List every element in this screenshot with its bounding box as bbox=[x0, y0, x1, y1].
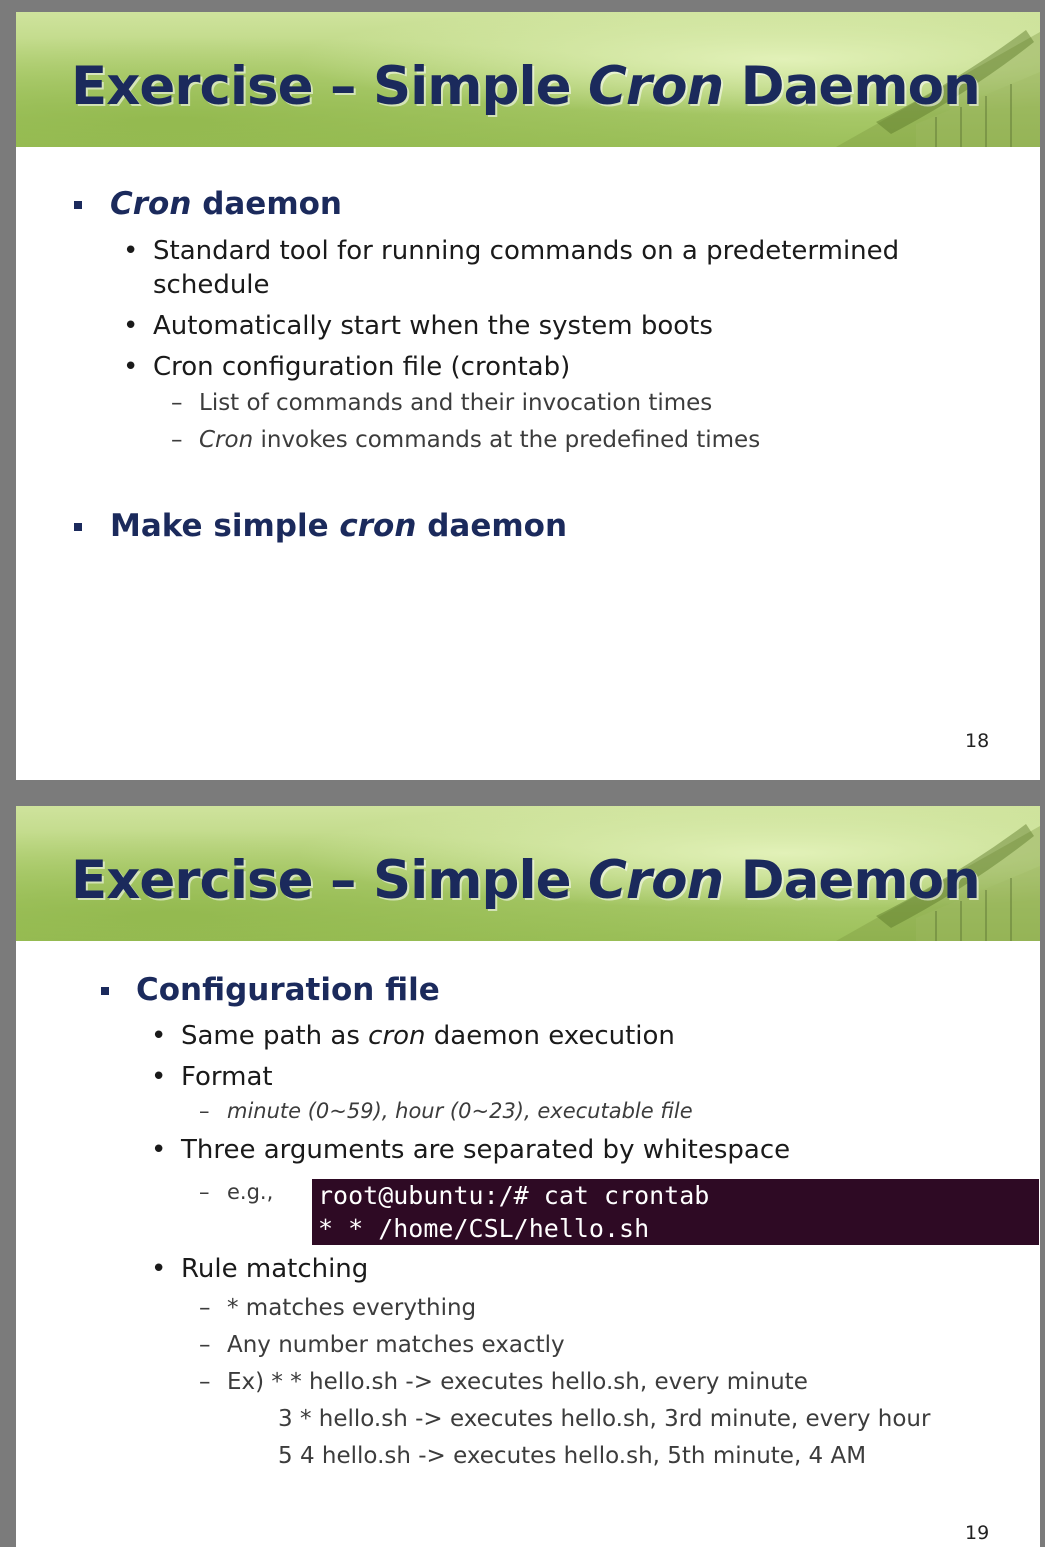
list-item: • Rule matching bbox=[151, 1254, 369, 1284]
page-number: 18 bbox=[965, 730, 990, 752]
section-heading: Cron daemon bbox=[110, 186, 342, 222]
sub-item: – minute (0~59), hour (0~23), executable file bbox=[199, 1099, 693, 1123]
list-item: • Cron configuration file (crontab) bbox=[123, 352, 571, 382]
list-item: • Automatically start when the system boots bbox=[123, 311, 713, 341]
bullet-dot-icon: • bbox=[151, 1021, 167, 1051]
list-item: • Format bbox=[151, 1062, 273, 1092]
slide-19 bbox=[16, 806, 1040, 1547]
dash-bullet-icon: – bbox=[199, 1180, 210, 1204]
square-bullet-icon bbox=[74, 201, 82, 209]
terminal-line: * * /home/CSL/hello.sh bbox=[318, 1214, 650, 1243]
slide-title: Exercise – Simple Cron Daemon bbox=[71, 56, 980, 117]
sub-item: – e.g., bbox=[199, 1180, 274, 1204]
list-item: • Standard tool for running commands on a predetermined schedule bbox=[123, 236, 900, 300]
example-line: 5 4 hello.sh -> executes hello.sh, 5th minute, 4 AM bbox=[278, 1443, 867, 1469]
square-bullet-icon bbox=[74, 523, 82, 531]
dash-bullet-icon: – bbox=[171, 427, 183, 453]
dash-bullet-icon: – bbox=[199, 1332, 211, 1358]
bullet-dot-icon: • bbox=[151, 1135, 167, 1165]
sub-item: – Cron invokes commands at the predefined times bbox=[171, 427, 761, 453]
sub-item: – * matches everything bbox=[199, 1295, 477, 1321]
dash-bullet-icon: – bbox=[199, 1295, 211, 1321]
sub-item: – Ex) * * hello.sh -> executes hello.sh, every minute bbox=[199, 1369, 808, 1395]
example-line: 3 * hello.sh -> executes hello.sh, 3rd minute, every hour bbox=[278, 1406, 931, 1432]
terminal-line: root@ubuntu:/# cat crontab bbox=[318, 1181, 710, 1210]
section-heading: Make simple cron daemon bbox=[110, 508, 567, 544]
list-item: • Three arguments are separated by whitespace bbox=[151, 1135, 791, 1165]
square-bullet-icon bbox=[101, 987, 109, 995]
slide-content bbox=[16, 806, 1040, 1547]
sub-item: – Any number matches exactly bbox=[199, 1332, 565, 1358]
dash-bullet-icon: – bbox=[199, 1099, 210, 1123]
bullet-dot-icon: • bbox=[123, 236, 139, 266]
slide-title: Exercise – Simple Cron Daemon bbox=[71, 850, 980, 911]
page-number: 19 bbox=[965, 1522, 990, 1544]
dash-bullet-icon: – bbox=[171, 390, 183, 416]
terminal-snippet bbox=[312, 1179, 1039, 1245]
bullet-dot-icon: • bbox=[151, 1062, 167, 1092]
list-item: • Same path as cron daemon execution bbox=[151, 1021, 675, 1051]
sub-item: – List of commands and their invocation times bbox=[171, 390, 713, 416]
slide-18 bbox=[16, 12, 1040, 780]
bullet-dot-icon: • bbox=[151, 1254, 167, 1284]
dash-bullet-icon: – bbox=[199, 1369, 211, 1395]
section-heading: Configuration file bbox=[136, 972, 440, 1008]
bullet-dot-icon: • bbox=[123, 311, 139, 341]
slide-content bbox=[16, 12, 1040, 780]
bullet-dot-icon: • bbox=[123, 352, 139, 382]
